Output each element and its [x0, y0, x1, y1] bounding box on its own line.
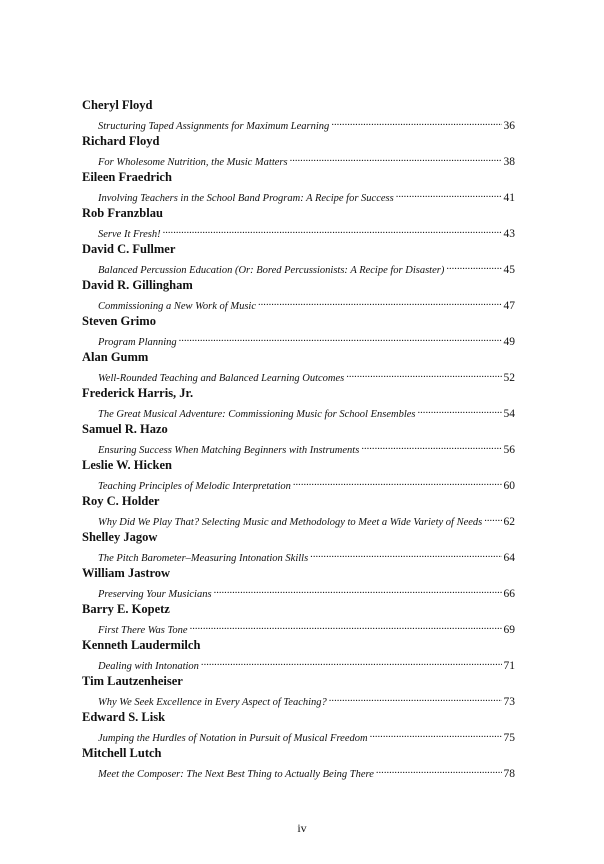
article-title: Dealing with Intonation: [98, 661, 199, 672]
article-line: [98, 620, 515, 636]
article-title: The Pitch Barometer–Measuring Intonation Skills: [98, 553, 309, 564]
article-line: [98, 584, 515, 600]
dot-leader: [329, 116, 501, 129]
toc-entry: [82, 314, 515, 350]
toc-entry: [82, 602, 515, 638]
page-number: 47: [503, 300, 515, 312]
dot-leader: [256, 296, 502, 309]
page-number: 71: [503, 660, 515, 672]
toc-entry: [82, 386, 515, 422]
dot-leader: [212, 584, 502, 597]
toc-entry: [82, 638, 515, 674]
article-title: Jumping the Hurdles of Notation in Pursuit of Musical Freedom: [98, 733, 368, 744]
author-name: Alan Gumm: [82, 350, 149, 364]
author-name: Kenneth Laudermilch: [82, 638, 201, 652]
table-of-contents: [82, 98, 515, 782]
dot-leader: [374, 764, 502, 777]
article-title: Why We Seek Excellence in Every Aspect of Teaching?: [98, 697, 327, 708]
article-title: Serve It Fresh!: [98, 229, 161, 240]
article-line: [98, 224, 515, 240]
author-name: Steven Grimo: [82, 314, 156, 328]
toc-entry: [82, 746, 515, 782]
toc-entry: [82, 206, 515, 242]
author-name: Edward S. Lisk: [82, 710, 166, 724]
article-title: For Wholesome Nutrition, the Music Matters: [98, 157, 288, 168]
toc-entry: [82, 134, 515, 170]
toc-entry: [82, 278, 515, 314]
page-number: 62: [503, 516, 515, 528]
page-number: 43: [503, 228, 515, 240]
page-number: 75: [503, 732, 515, 744]
article-line: [98, 548, 515, 564]
article-title: Why Did We Play That? Selecting Music and Methodology to Meet a Wide Variety of Needs: [98, 517, 483, 528]
article-line: [98, 440, 515, 456]
author-name: Barry E. Kopetz: [82, 602, 170, 616]
dot-leader: [444, 260, 501, 273]
article-line: [98, 260, 515, 276]
article-title: Teaching Principles of Melodic Interpretation: [98, 481, 291, 492]
toc-entry: [82, 674, 515, 710]
page-number: 78: [503, 768, 515, 780]
article-title: Involving Teachers in the School Band Program: A Recipe for Success: [98, 193, 394, 204]
author-name: Frederick Harris, Jr.: [82, 386, 194, 400]
dot-leader: [344, 368, 501, 381]
dot-leader: [188, 620, 502, 633]
article-title: Structuring Taped Assignments for Maximum Learning: [98, 121, 330, 132]
author-name: William Jastrow: [82, 566, 171, 580]
author-name: Roy C. Holder: [82, 494, 160, 508]
article-title: Commissioning a New Work of Music: [98, 301, 256, 312]
article-line: [98, 764, 515, 780]
toc-entry: [82, 710, 515, 746]
page-number: 36: [503, 120, 515, 132]
dot-leader: [199, 656, 502, 669]
dot-leader: [308, 548, 501, 561]
toc-entry: [82, 170, 515, 206]
toc-entry: [82, 422, 515, 458]
dot-leader: [416, 404, 502, 417]
article-line: [98, 656, 515, 672]
page-number: 52: [503, 372, 515, 384]
dot-leader: [394, 188, 502, 201]
article-title: Preserving Your Musicians: [98, 589, 212, 600]
author-name: Tim Lautzenheiser: [82, 674, 183, 688]
page-number: 56: [503, 444, 515, 456]
dot-leader: [359, 440, 501, 453]
article-line: [98, 332, 515, 348]
article-title: Meet the Composer: The Next Best Thing to Actually Being There: [98, 769, 374, 780]
toc-entry: [82, 530, 515, 566]
article-line: [98, 692, 515, 708]
page-number: 64: [503, 552, 515, 564]
dot-leader: [291, 476, 502, 489]
dot-leader: [368, 728, 502, 741]
article-line: [98, 116, 515, 132]
author-name: Cheryl Floyd: [82, 98, 153, 112]
page-folio: iv: [297, 821, 307, 835]
toc-entry: [82, 350, 515, 386]
dot-leader: [288, 152, 502, 165]
author-name: Rob Franzblau: [82, 206, 163, 220]
page-number: 49: [503, 336, 515, 348]
article-title: First There Was Tone: [98, 625, 188, 636]
toc-entry: [82, 494, 515, 530]
page-number: 45: [503, 264, 515, 276]
article-line: [98, 476, 515, 492]
author-name: Leslie W. Hicken: [82, 458, 172, 472]
author-name: Mitchell Lutch: [82, 746, 162, 760]
page-number: 41: [503, 192, 515, 204]
article-line: [98, 728, 515, 744]
page-number: 60: [503, 480, 515, 492]
toc-entry: [82, 98, 515, 134]
article-line: [98, 296, 515, 312]
author-name: David R. Gillingham: [82, 278, 193, 292]
author-name: David C. Fullmer: [82, 242, 176, 256]
dot-leader: [161, 224, 502, 237]
dot-leader: [482, 512, 501, 525]
article-title: Balanced Percussion Education (Or: Bored Percussionists: A Recipe for Disaster): [98, 265, 445, 276]
article-line: [98, 152, 515, 168]
author-name: Samuel R. Hazo: [82, 422, 168, 436]
author-name: Shelley Jagow: [82, 530, 158, 544]
dot-leader: [327, 692, 502, 705]
article-title: The Great Musical Adventure: Commissioning Music for School Ensembles: [98, 409, 416, 420]
toc-entry: [82, 242, 515, 278]
article-line: [98, 188, 515, 204]
page-number: 73: [503, 696, 515, 708]
author-name: Eileen Fraedrich: [82, 170, 172, 184]
toc-entry: [82, 458, 515, 494]
author-name: Richard Floyd: [82, 134, 160, 148]
article-line: [98, 404, 515, 420]
article-line: [98, 368, 515, 384]
article-line: [98, 512, 515, 528]
article-title: Well-Rounded Teaching and Balanced Learning Outcomes: [98, 373, 345, 384]
page-number: 66: [503, 588, 515, 600]
article-title: Ensuring Success When Matching Beginners with Instruments: [98, 445, 360, 456]
page-number: 38: [503, 156, 515, 168]
page-number: 54: [503, 408, 515, 420]
page-number: 69: [503, 624, 515, 636]
dot-leader: [177, 332, 502, 345]
toc-entry: [82, 566, 515, 602]
article-title: Program Planning: [98, 337, 177, 348]
